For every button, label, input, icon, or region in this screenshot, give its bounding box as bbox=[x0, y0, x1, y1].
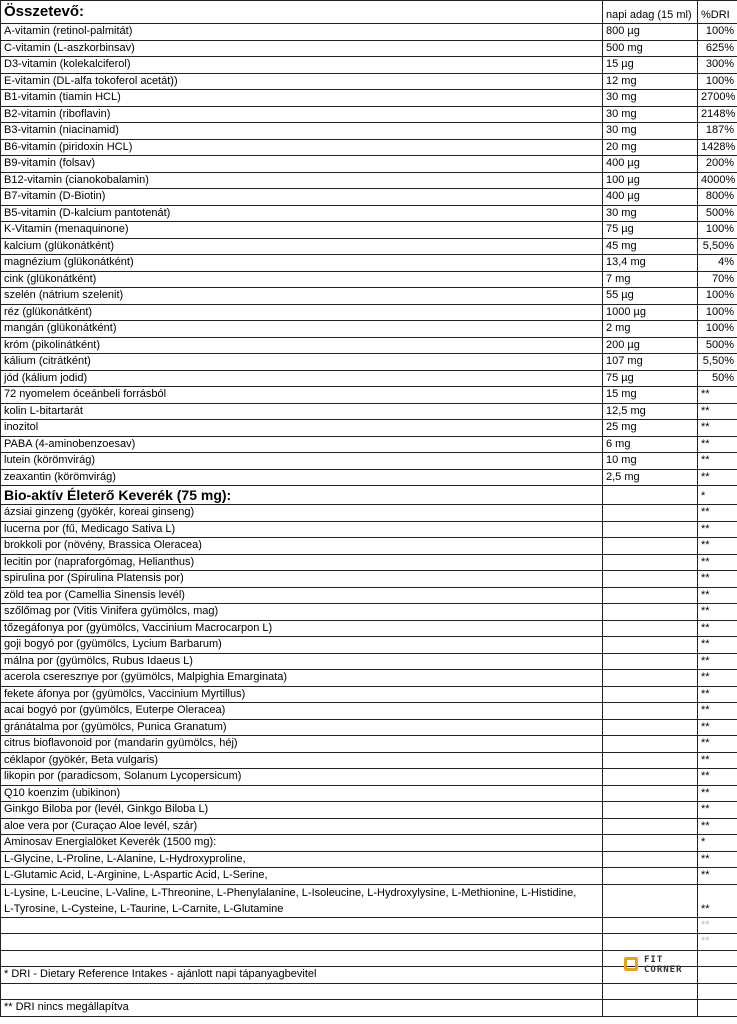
bio-blend-row bbox=[1, 554, 737, 571]
empty-cell bbox=[603, 620, 698, 637]
ingredient-name: K-Vitamin (menaquinone) bbox=[1, 222, 603, 239]
ingredient-dose: 2,5 mg bbox=[603, 469, 698, 486]
ingredient-dose: 12 mg bbox=[603, 73, 698, 90]
bio-blend-row bbox=[1, 538, 737, 555]
ingredient-row bbox=[1, 156, 737, 173]
table-header-row bbox=[1, 1, 737, 24]
empty-cell bbox=[603, 703, 698, 720]
ingredient-name: kolin L-bitartarát bbox=[1, 403, 603, 420]
bio-blend-row bbox=[1, 670, 737, 687]
bio-ingredient-name: málna por (gyümölcs, Rubus Idaeus L) bbox=[1, 653, 603, 670]
ingredient-dri: 500% bbox=[698, 205, 737, 222]
ingredient-name: D3-vitamin (kolekalciferol) bbox=[1, 57, 603, 74]
bio-ingredient-dri: ** bbox=[698, 670, 737, 687]
empty-cell bbox=[603, 719, 698, 736]
bio-ingredient-dri: ** bbox=[698, 554, 737, 571]
ingredient-dose: 1000 µg bbox=[603, 304, 698, 321]
ingredient-name: B5-vitamin (D-kalcium pantotenát) bbox=[1, 205, 603, 222]
empty-cell bbox=[603, 769, 698, 786]
footnote-no-dri: ** DRI nincs megállapítva bbox=[1, 1000, 603, 1017]
empty-cell bbox=[603, 538, 698, 555]
bio-ingredient-name: citrus bioflavonoid por (mandarin gyümölcs, héj) bbox=[1, 736, 603, 753]
empty-cell bbox=[603, 736, 698, 753]
ingredient-name: A-vitamin (retinol-palmitát) bbox=[1, 24, 603, 41]
ingredient-dose: 400 µg bbox=[603, 156, 698, 173]
amino-line-3-4-mark: ** bbox=[698, 884, 737, 917]
bio-ingredient-name: ázsiai ginzeng (gyökér, koreai ginseng) bbox=[1, 505, 603, 522]
empty-cell bbox=[603, 917, 698, 934]
empty-cell bbox=[603, 554, 698, 571]
ingredient-dose: 800 µg bbox=[603, 24, 698, 41]
fit-corner-logo bbox=[624, 953, 704, 977]
ingredient-dose: 30 mg bbox=[603, 90, 698, 107]
ingredient-row bbox=[1, 469, 737, 486]
bio-blend-title-row bbox=[1, 486, 737, 505]
empty-cell bbox=[603, 818, 698, 835]
empty-cell bbox=[603, 637, 698, 654]
ingredient-name: B7-vitamin (D-Biotin) bbox=[1, 189, 603, 206]
ingredient-dose: 25 mg bbox=[603, 420, 698, 437]
bio-blend-row bbox=[1, 587, 737, 604]
amino-line-2: L-Glutamic Acid, L-Arginine, L-Aspartic Acid, L-Serine, bbox=[1, 868, 603, 885]
ingredient-dose: 15 µg bbox=[603, 57, 698, 74]
ingredient-name: lutein (körömvirág) bbox=[1, 453, 603, 470]
amino-line-row bbox=[1, 851, 737, 868]
ingredient-dose: 30 mg bbox=[603, 205, 698, 222]
bio-blend-row bbox=[1, 785, 737, 802]
ingredient-name: 72 nyomelem óceánbeli forrásból bbox=[1, 387, 603, 404]
bio-ingredient-name: aloe vera por (Curaçao Aloe levél, szár) bbox=[1, 818, 603, 835]
ingredient-dose: 75 µg bbox=[603, 222, 698, 239]
ingredient-row bbox=[1, 321, 737, 338]
ingredient-row bbox=[1, 24, 737, 41]
empty-cell bbox=[603, 521, 698, 538]
bio-ingredient-name: fekete áfonya por (gyümölcs, Vaccinium Myrtillus) bbox=[1, 686, 603, 703]
empty-cell bbox=[603, 604, 698, 621]
ingredient-dose: 30 mg bbox=[603, 123, 698, 140]
empty-cell bbox=[603, 934, 698, 951]
empty-cell bbox=[603, 653, 698, 670]
empty-cell bbox=[603, 752, 698, 769]
ingredient-row bbox=[1, 288, 737, 305]
ingredient-dose: 400 µg bbox=[603, 189, 698, 206]
ingredient-dri: 100% bbox=[698, 73, 737, 90]
empty-row bbox=[1, 934, 737, 951]
ingredient-dri: 5,50% bbox=[698, 354, 737, 371]
bio-ingredient-dri: ** bbox=[698, 752, 737, 769]
bio-ingredient-dri: ** bbox=[698, 620, 737, 637]
amino-line-3: L-Lysine, L-Leucine, L-Valine, L-Threonine, L-Phenylalanine, L-Isoleucine, L-Hydroxylysine, L-Methionine, L-Histidine, bbox=[4, 886, 577, 899]
bio-blend-row bbox=[1, 752, 737, 769]
ingredient-row bbox=[1, 40, 737, 57]
ingredient-name: B9-vitamin (folsav) bbox=[1, 156, 603, 173]
empty-cell bbox=[603, 785, 698, 802]
bio-ingredient-name: zöld tea por (Camellia Sinensis levél) bbox=[1, 587, 603, 604]
ingredient-dri: ** bbox=[698, 453, 737, 470]
bio-ingredient-name: szőlőmag por (Vitis Vinifera gyümölcs, mag) bbox=[1, 604, 603, 621]
empty-cell bbox=[698, 983, 737, 1000]
ingredient-row bbox=[1, 304, 737, 321]
dose-column-header: napi adag (15 ml) bbox=[603, 1, 698, 24]
bio-ingredient-dri: ** bbox=[698, 818, 737, 835]
empty-cell bbox=[603, 686, 698, 703]
empty-row bbox=[1, 983, 737, 1000]
amino-line-1: L-Glycine, L-Proline, L-Alanine, L-Hydroxyproline, bbox=[1, 851, 603, 868]
ingredient-dose: 500 mg bbox=[603, 40, 698, 57]
ingredient-dri: 70% bbox=[698, 271, 737, 288]
ingredient-dri: 100% bbox=[698, 24, 737, 41]
ingredient-dose: 12,5 mg bbox=[603, 403, 698, 420]
ingredient-row bbox=[1, 255, 737, 272]
bio-ingredient-name: gránátalma por (gyümölcs, Punica Granatum) bbox=[1, 719, 603, 736]
footnote-dri: * DRI - Dietary Reference Intakes - ajánlott napi tápanyagbevitel bbox=[1, 967, 603, 984]
empty-cell bbox=[603, 505, 698, 522]
ingredient-name: mangán (glükonátként) bbox=[1, 321, 603, 338]
ingredient-dri: 100% bbox=[698, 288, 737, 305]
bio-ingredient-name: Ginkgo Biloba por (levél, Ginkgo Biloba L) bbox=[1, 802, 603, 819]
ingredient-row bbox=[1, 172, 737, 189]
ingredient-name: kálium (citrátként) bbox=[1, 354, 603, 371]
bio-blend-row bbox=[1, 505, 737, 522]
bio-ingredient-dri: ** bbox=[698, 505, 737, 522]
ingredient-name: B12-vitamin (cianokobalamin) bbox=[1, 172, 603, 189]
ingredient-dri: 200% bbox=[698, 156, 737, 173]
ingredient-name: magnézium (glükonátként) bbox=[1, 255, 603, 272]
ingredient-name: B6-vitamin (piridoxin HCL) bbox=[1, 139, 603, 156]
bio-ingredient-dri: ** bbox=[698, 521, 737, 538]
amino-lines-3-4 bbox=[1, 884, 603, 917]
ingredient-name: réz (glükonátként) bbox=[1, 304, 603, 321]
ingredient-dose: 7 mg bbox=[603, 271, 698, 288]
ingredient-dri: ** bbox=[698, 420, 737, 437]
ingredient-dri: 50% bbox=[698, 370, 737, 387]
footnote-row bbox=[1, 1000, 737, 1017]
ingredient-dose: 6 mg bbox=[603, 436, 698, 453]
amino-line-row bbox=[1, 868, 737, 885]
bio-ingredient-name: acai bogyó por (gyümölcs, Euterpe Oleracea) bbox=[1, 703, 603, 720]
bio-ingredient-dri: ** bbox=[698, 653, 737, 670]
bio-ingredient-name: lucerna por (fű, Medicago Sativa L) bbox=[1, 521, 603, 538]
bio-blend-row bbox=[1, 653, 737, 670]
bio-ingredient-name: lecitin por (napraforgómag, Helianthus) bbox=[1, 554, 603, 571]
empty-cell bbox=[603, 868, 698, 885]
bio-blend-row bbox=[1, 769, 737, 786]
ingredient-row bbox=[1, 403, 737, 420]
empty-cell bbox=[603, 587, 698, 604]
ingredient-row bbox=[1, 189, 737, 206]
empty-cell bbox=[603, 884, 698, 917]
ingredient-name: E-vitamin (DL-alfa tokoferol acetát)) bbox=[1, 73, 603, 90]
bio-ingredient-name: spirulina por (Spirulina Platensis por) bbox=[1, 571, 603, 588]
bio-blend-row bbox=[1, 719, 737, 736]
bio-ingredient-name: brokkoli por (növény, Brassica Oleracea) bbox=[1, 538, 603, 555]
ingredient-name: kalcium (glükonátként) bbox=[1, 238, 603, 255]
ingredient-dri: 2700% bbox=[698, 90, 737, 107]
bio-blend-row bbox=[1, 802, 737, 819]
ingredient-name: B1-vitamin (tiamin HCL) bbox=[1, 90, 603, 107]
ingredient-dose: 13,4 mg bbox=[603, 255, 698, 272]
ingredient-name: PABA (4-aminobenzoesav) bbox=[1, 436, 603, 453]
bio-ingredient-name: likopin por (paradicsom, Solanum Lycopersicum) bbox=[1, 769, 603, 786]
ingredient-dri: 300% bbox=[698, 57, 737, 74]
ingredient-row bbox=[1, 271, 737, 288]
ingredient-dose: 2 mg bbox=[603, 321, 698, 338]
ingredient-dose: 75 µg bbox=[603, 370, 698, 387]
ingredient-name: inozitol bbox=[1, 420, 603, 437]
empty-cell bbox=[1, 934, 603, 951]
ingredient-row bbox=[1, 73, 737, 90]
ingredient-dri: 625% bbox=[698, 40, 737, 57]
ingredient-dri: 1428% bbox=[698, 139, 737, 156]
ingredient-dri: 500% bbox=[698, 337, 737, 354]
bio-ingredient-dri: ** bbox=[698, 736, 737, 753]
bio-ingredient-name: goji bogyó por (gyümölcs, Lycium Barbarum) bbox=[1, 637, 603, 654]
ingredient-name: B3-vitamin (niacinamid) bbox=[1, 123, 603, 140]
bio-blend-row bbox=[1, 637, 737, 654]
bio-blend-row bbox=[1, 703, 737, 720]
bio-blend-row bbox=[1, 604, 737, 621]
ingredient-dri: 4000% bbox=[698, 172, 737, 189]
bio-ingredient-name: tőzegáfonya por (gyümölcs, Vaccinium Macrocarpon L) bbox=[1, 620, 603, 637]
ingredient-dri: ** bbox=[698, 403, 737, 420]
logo-text-fit: FIT bbox=[644, 955, 664, 965]
bio-ingredient-dri: ** bbox=[698, 686, 737, 703]
faded-mark: ** bbox=[698, 934, 737, 951]
ingredient-row bbox=[1, 106, 737, 123]
ingredient-dri: 187% bbox=[698, 123, 737, 140]
empty-cell bbox=[603, 486, 698, 505]
dri-column-header: %DRI bbox=[698, 1, 737, 24]
logo-text-corner: CORNER bbox=[644, 965, 683, 975]
ingredient-name: C-vitamin (L-aszkorbinsav) bbox=[1, 40, 603, 57]
ingredient-name: króm (pikolinátként) bbox=[1, 337, 603, 354]
ingredient-row bbox=[1, 90, 737, 107]
ingredient-dri: 100% bbox=[698, 222, 737, 239]
ingredient-name: szelén (nátrium szelenit) bbox=[1, 288, 603, 305]
bio-ingredient-name: Q10 koenzim (ubikinon) bbox=[1, 785, 603, 802]
ingredient-row bbox=[1, 354, 737, 371]
ingredient-row bbox=[1, 222, 737, 239]
amino-line-4: L-Tyrosine, L-Cysteine, L-Taurine, L-Carnite, L-Glutamine bbox=[4, 902, 284, 915]
ingredient-dri: 800% bbox=[698, 189, 737, 206]
bio-ingredient-dri: ** bbox=[698, 637, 737, 654]
amino-blend-title: Aminosav Energialöket Keverék (1500 mg): bbox=[1, 835, 603, 852]
ingredient-dose: 10 mg bbox=[603, 453, 698, 470]
bio-ingredient-name: acerola cseresznye por (gyümölcs, Malpighia Emarginata) bbox=[1, 670, 603, 687]
amino-line-row bbox=[1, 884, 737, 917]
faded-mark: ** bbox=[698, 917, 737, 934]
empty-cell bbox=[1, 917, 603, 934]
bio-ingredient-name: céklapor (gyökér, Beta vulgaris) bbox=[1, 752, 603, 769]
bio-ingredient-dri: ** bbox=[698, 604, 737, 621]
ingredient-dose: 20 mg bbox=[603, 139, 698, 156]
bio-ingredient-dri: ** bbox=[698, 703, 737, 720]
ingredient-row bbox=[1, 57, 737, 74]
ingredient-dri: 100% bbox=[698, 304, 737, 321]
bio-blend-row bbox=[1, 818, 737, 835]
ingredient-row bbox=[1, 139, 737, 156]
amino-blend-mark: * bbox=[698, 835, 737, 852]
ingredient-row bbox=[1, 337, 737, 354]
bio-blend-row bbox=[1, 736, 737, 753]
empty-cell bbox=[603, 670, 698, 687]
empty-cell bbox=[698, 1000, 737, 1017]
bio-ingredient-dri: ** bbox=[698, 719, 737, 736]
empty-cell bbox=[603, 802, 698, 819]
amino-line-1-mark: ** bbox=[698, 851, 737, 868]
bio-blend-title: Bio-aktív Életerő Keverék (75 mg): bbox=[1, 486, 603, 505]
ingredient-row bbox=[1, 420, 737, 437]
ingredient-name: B2-vitamin (riboflavin) bbox=[1, 106, 603, 123]
ingredient-dose: 100 µg bbox=[603, 172, 698, 189]
ingredient-row bbox=[1, 436, 737, 453]
empty-cell bbox=[603, 571, 698, 588]
ingredient-name: jód (kálium jodid) bbox=[1, 370, 603, 387]
amino-blend-title-row bbox=[1, 835, 737, 852]
bio-blend-mark: * bbox=[698, 486, 737, 505]
bio-ingredient-dri: ** bbox=[698, 802, 737, 819]
logo-mark bbox=[624, 957, 638, 971]
empty-cell bbox=[603, 983, 698, 1000]
bio-ingredient-dri: ** bbox=[698, 769, 737, 786]
ingredient-row bbox=[1, 370, 737, 387]
empty-row bbox=[1, 917, 737, 934]
ingredient-dri: 4% bbox=[698, 255, 737, 272]
ingredient-row bbox=[1, 123, 737, 140]
ingredient-dri: ** bbox=[698, 436, 737, 453]
ingredient-dri: 5,50% bbox=[698, 238, 737, 255]
ingredient-dose: 45 mg bbox=[603, 238, 698, 255]
ingredient-row bbox=[1, 453, 737, 470]
bio-blend-row bbox=[1, 521, 737, 538]
empty-cell bbox=[1, 950, 603, 967]
bio-ingredient-dri: ** bbox=[698, 587, 737, 604]
ingredient-dri: 100% bbox=[698, 321, 737, 338]
ingredient-name: zeaxantin (körömvirág) bbox=[1, 469, 603, 486]
ingredient-row bbox=[1, 238, 737, 255]
empty-cell bbox=[1, 983, 603, 1000]
ingredient-row bbox=[1, 387, 737, 404]
ingredient-dri: ** bbox=[698, 469, 737, 486]
ingredient-name: cink (glükonátként) bbox=[1, 271, 603, 288]
ingredient-dose: 15 mg bbox=[603, 387, 698, 404]
ingredient-dose: 30 mg bbox=[603, 106, 698, 123]
ingredient-dose: 200 µg bbox=[603, 337, 698, 354]
empty-cell bbox=[603, 835, 698, 852]
ingredient-column-header: Összetevő: bbox=[1, 1, 603, 24]
ingredient-dose: 55 µg bbox=[603, 288, 698, 305]
ingredient-row bbox=[1, 205, 737, 222]
ingredient-dri: ** bbox=[698, 387, 737, 404]
ingredient-dose: 107 mg bbox=[603, 354, 698, 371]
bio-blend-row bbox=[1, 571, 737, 588]
amino-line-2-mark: ** bbox=[698, 868, 737, 885]
bio-ingredient-dri: ** bbox=[698, 571, 737, 588]
empty-cell bbox=[603, 851, 698, 868]
ingredient-dri: 2148% bbox=[698, 106, 737, 123]
empty-cell bbox=[603, 1000, 698, 1017]
bio-ingredient-dri: ** bbox=[698, 538, 737, 555]
bio-blend-row bbox=[1, 620, 737, 637]
bio-ingredient-dri: ** bbox=[698, 785, 737, 802]
bio-blend-row bbox=[1, 686, 737, 703]
